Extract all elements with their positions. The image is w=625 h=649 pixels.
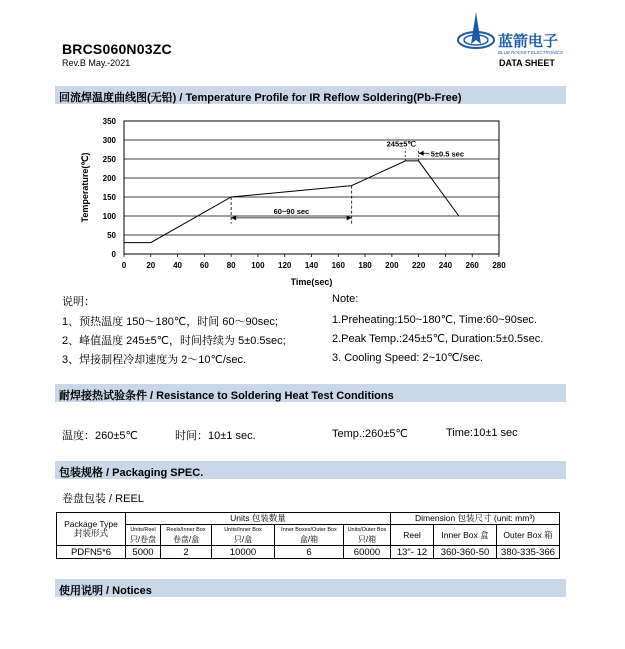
- cell-inner-dim: 360-360-50: [434, 546, 497, 559]
- rocket-logo-icon: [456, 10, 576, 58]
- brand-en: BLUE ROCKET ELECTRONICS: [498, 50, 564, 55]
- col-outer-box-dim: Outer Box 箱: [497, 525, 560, 546]
- col-reels-inner: Reels/Inner Box 卷盘/盒: [161, 525, 212, 546]
- cell-outer-dim: 380-335-366: [497, 546, 560, 559]
- section-notices: [55, 579, 566, 597]
- cell-units-outer: 60000: [344, 546, 391, 559]
- col-inner-box-dim: Inner Box 盒: [434, 525, 497, 546]
- section-packaging-title: 包装规格 / Packaging SPEC.: [59, 467, 204, 479]
- notes-en-item-2: 2.Peak Temp.:245±5℃, Duration:5±0.5sec.: [332, 333, 544, 345]
- notes-cn-item-2: 2、峰值温度 245±5℃，时间持续为 5±0.5sec;: [62, 335, 286, 347]
- chart-annotations: [231, 139, 464, 223]
- y-tick-label: 100: [102, 212, 116, 221]
- x-tick-label: 260: [465, 261, 479, 270]
- cell-package: PDFN5*6: [57, 546, 126, 559]
- x-tick-label: 180: [358, 261, 372, 270]
- doc-type: DATA SHEET: [499, 58, 555, 68]
- section-reflow-title: 回流焊温度曲线图(无铅) / Temperature Profile for IR Reflow Soldering(Pb-Free): [59, 92, 462, 104]
- col-units-inner: Units/Inner Box 只/盒: [212, 525, 275, 546]
- y-tick-label: 300: [102, 136, 116, 145]
- x-tick-label: 200: [385, 261, 399, 270]
- notes-en-item-3: 3. Cooling Speed: 2~10℃/sec.: [332, 352, 483, 364]
- brand-cn: 蓝箭电子: [498, 32, 559, 50]
- section-resistance-title: 耐焊接热试验条件 / Resistance to Soldering Heat Test Conditions: [59, 390, 394, 402]
- x-tick-label: 120: [278, 261, 292, 270]
- y-tick-label: 150: [102, 193, 116, 202]
- resistance-time-en: Time:10±1 sec: [446, 427, 518, 439]
- series-line: [124, 161, 459, 243]
- packaging-table: [56, 512, 560, 559]
- x-tick-label: 80: [226, 261, 236, 270]
- part-number: BRCS060N03ZC: [62, 41, 172, 57]
- col-units-outer: Units/Outer Box 只/箱: [344, 525, 391, 546]
- resistance-time-cn: 时间：10±1 sec.: [175, 430, 256, 442]
- x-tick-label: 160: [331, 261, 345, 270]
- y-tick-label: 250: [102, 155, 116, 164]
- y-tick-label: 350: [102, 117, 116, 126]
- chart-series: [124, 161, 459, 243]
- notes-cn-item-3: 3、焊接制程冷却速度为 2～10℃/sec.: [62, 354, 247, 366]
- x-tick-label: 240: [438, 261, 453, 270]
- col-units-reel: Units/Reel 只/卷盘: [126, 525, 161, 546]
- peak-temp-label: 245±5℃: [386, 139, 416, 149]
- table-row: [57, 546, 560, 559]
- plot-frame: [124, 121, 499, 254]
- notes-cn-item-1: 1、预热温度 150～180℃，时间 60～90sec;: [62, 316, 278, 328]
- dimension-header: Dimension 包装尺寸 (unit: mm³): [391, 513, 560, 525]
- y-tick-label: 50: [107, 231, 116, 240]
- x-tick-label: 40: [173, 261, 183, 270]
- x-tick-label: 60: [199, 261, 209, 270]
- units-header: Units 包装数量: [126, 513, 391, 525]
- col-inner-outer: Inner Boxes/Outer Box 盒/箱: [275, 525, 344, 546]
- preheat-time-label: 60~90 sec: [273, 206, 310, 216]
- notes-en-title: Note:: [332, 293, 359, 305]
- y-tick-label: 200: [102, 174, 116, 183]
- resistance-temp-cn: 温度：260±5℃: [62, 430, 138, 442]
- y-axis-label: Temperature(℃): [80, 152, 90, 223]
- notes-cn-title: 说明：: [62, 296, 95, 308]
- section-reflow: [55, 86, 566, 104]
- chart-axes: [124, 121, 499, 254]
- cell-reel-dim: 13"- 12: [391, 546, 434, 559]
- section-notices-title: 使用说明 / Notices: [59, 585, 152, 597]
- x-tick-label: 100: [251, 261, 265, 270]
- section-packaging: [55, 461, 566, 479]
- cell-units-reel: 5000: [126, 546, 161, 559]
- brand-logo: [456, 10, 576, 58]
- x-tick-label: 0: [121, 261, 127, 270]
- arrow-left-icon: [419, 151, 424, 156]
- cell-reels-inner: 2: [161, 546, 212, 559]
- x-tick-label: 220: [411, 261, 426, 270]
- col-reel-dim: Reel: [391, 525, 434, 546]
- chart-grid: [124, 121, 499, 254]
- cell-inner-outer: 6: [275, 546, 344, 559]
- y-tick-label: 0: [111, 250, 116, 259]
- notes-en-item-1: 1.Preheating:150~180℃, Time:60~90sec.: [332, 314, 537, 326]
- reel-label: 卷盘包装 / REEL: [62, 493, 144, 505]
- x-tick-label: 20: [146, 261, 156, 270]
- cell-units-inner: 10000: [212, 546, 275, 559]
- section-resistance: [55, 384, 566, 402]
- reflow-chart: [70, 112, 520, 292]
- x-tick-label: 280: [492, 261, 506, 270]
- peak-duration-label: 5±0.5 sec: [430, 149, 465, 159]
- resistance-temp-en: Temp.:260±5℃: [332, 428, 408, 440]
- package-type-header: Package Type 封装形式: [57, 513, 126, 546]
- x-tick-label: 140: [304, 261, 319, 270]
- x-axis-label: Time(sec): [290, 277, 333, 287]
- revision: Rev.B May.-2021: [62, 58, 131, 68]
